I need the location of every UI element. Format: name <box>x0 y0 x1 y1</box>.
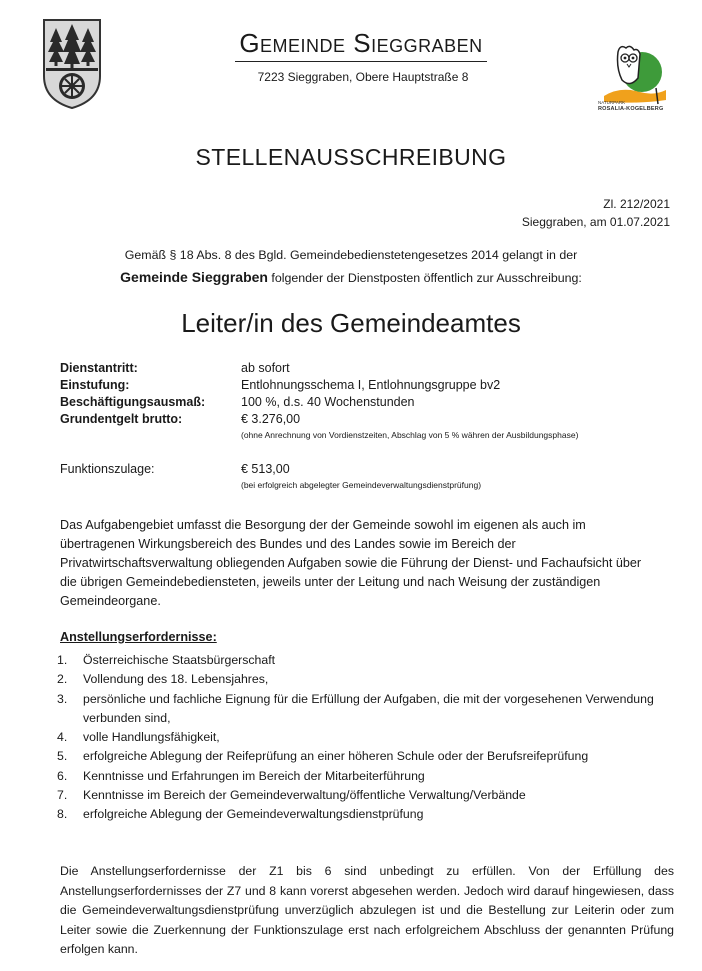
field-row <box>60 411 680 428</box>
item-number: 3. <box>57 691 68 706</box>
item-text: Vollendung des 18. Lebensjahres, <box>83 672 269 687</box>
item-text: Kenntnisse im Bereich der Gemeindeverwaltung/öffentliche Verwaltung/Verbände <box>83 788 526 803</box>
field-label: Dienstantritt: <box>60 361 138 375</box>
document-title: STELLENAUSSCHREIBUNG <box>195 144 507 170</box>
item-number: 6. <box>57 768 68 783</box>
position-title: Leiter/in des Gemeindeamtes <box>181 308 521 338</box>
requirements-heading: Anstellungserfordernisse: <box>60 630 217 644</box>
field-value: ab sofort <box>241 361 290 375</box>
reference-block <box>522 195 670 231</box>
item-text: Kenntnisse und Erfahrungen im Bereich der Mitarbeiterführung <box>83 768 425 783</box>
list-item <box>57 690 677 729</box>
field-label: Beschäftigungsausmaß: <box>60 395 206 409</box>
intro-line-2 <box>0 266 702 289</box>
list-item <box>57 767 677 786</box>
field-note: (bei erfolgreich abgelegter Gemeindeverwaltungsdienstprüfung) <box>241 480 482 490</box>
requirements-list <box>57 651 677 825</box>
list-item <box>57 805 677 824</box>
intro-line-2-rest: folgender der Dienstposten öffentlich zur Ausschreibung: <box>267 271 582 285</box>
municipality-title <box>0 28 702 62</box>
job-details <box>60 360 680 493</box>
description-paragraph: Das Aufgabengebiet umfasst die Besorgung der der Gemeinde sowohl im eigenen als auch im übertragenen Wirkungsbereich des Bundes und des Landes sowie im Bereich der Privatwirtschaftsverwaltung obliegenden Aufgaben sowie die Führung der Dienst- und Fachaufsicht über die übrigen Gemeindebediensteten, jeweils unter der Leitung und nach Weisung der zuständigen Gemeindeorgane. <box>60 518 642 608</box>
list-item <box>57 670 677 689</box>
item-text: volle Handlungsfähigkeit, <box>83 730 220 745</box>
intro-line-1: Gemäß § 18 Abs. 8 des Bgld. Gemeindebedienstetengesetzes 2014 gelangt in der <box>124 248 578 262</box>
item-number: 1. <box>57 653 68 667</box>
intro-paragraph <box>0 244 702 289</box>
item-text: erfolgreiche Ablegung der Gemeindeverwaltungsdienstprüfung <box>83 807 424 822</box>
list-item <box>57 651 677 670</box>
item-text: erfolgreiche Ablegung der Reifeprüfung an einer höheren Schule oder der Berufsreifeprüfung <box>83 749 589 764</box>
field-row <box>60 461 680 478</box>
item-number: 7. <box>57 788 68 803</box>
nature-park-line1: NATURPARK <box>598 100 626 105</box>
field-label: Grundentgelt brutto: <box>60 412 183 426</box>
item-text: Österreichische Staatsbürgerschaft <box>83 653 276 667</box>
list-item <box>57 786 677 805</box>
list-item <box>57 728 677 747</box>
list-item <box>57 747 677 766</box>
field-value: € 3.276,00 <box>241 412 301 426</box>
field-value: € 513,00 <box>241 462 290 476</box>
municipality-name: Gemeinde Sieggraben <box>235 28 486 62</box>
reference-number: Zl. 212/2021 <box>603 197 670 211</box>
field-label: Einstufung: <box>60 378 130 392</box>
field-label: Funktionszulage: <box>60 462 155 476</box>
place-date: Sieggraben, am 01.07.2021 <box>521 215 670 229</box>
field-note: (ohne Anrechnung von Vordienstzeiten, Abschlag von 5 % währen der Ausbildungsphase) <box>241 430 579 440</box>
item-number: 5. <box>57 749 68 764</box>
field-row <box>60 360 680 377</box>
item-number: 4. <box>57 730 68 745</box>
intro-municipality: Gemeinde Sieggraben <box>120 269 268 285</box>
municipality-address: 7223 Sieggraben, Obere Hauptstraße 8 <box>257 70 469 84</box>
nature-park-line2: ROSALIA-KOGELBERG <box>598 106 664 112</box>
closing-paragraph: Die Anstellungserfordernisse der Z1 bis 6 sind unbedingt zu erfüllen. Von der Erfüllung des Anstellungserfordernisses der Z7 und 8 kann vorerst abgesehen werden. Jedoch wird darauf hingewiesen, dass die Gemeindeverwaltungsdienstprüfung unverzüglich abzulegen ist und die Bestellung zur Leiterin oder zum Leiter sowie die Zuerkennung der Funktionszulage erst nach erfolgreichem Abschluss der genannten Prüfung erfolgen kann. <box>60 864 674 957</box>
item-number: 2. <box>57 672 68 687</box>
field-value: 100 %, d.s. 40 Wochenstunden <box>241 395 415 409</box>
item-number: 8. <box>57 807 68 822</box>
field-row <box>60 394 680 411</box>
item-text: persönliche und fachliche Eignung für die Erfüllung der Aufgaben, die mit der vorgesehenen Verwendung verbunden sind, <box>83 691 654 725</box>
nature-park-logo-caption <box>598 100 678 112</box>
field-row <box>60 377 680 394</box>
field-value: Entlohnungsschema I, Entlohnungsgruppe bv2 <box>241 378 501 392</box>
